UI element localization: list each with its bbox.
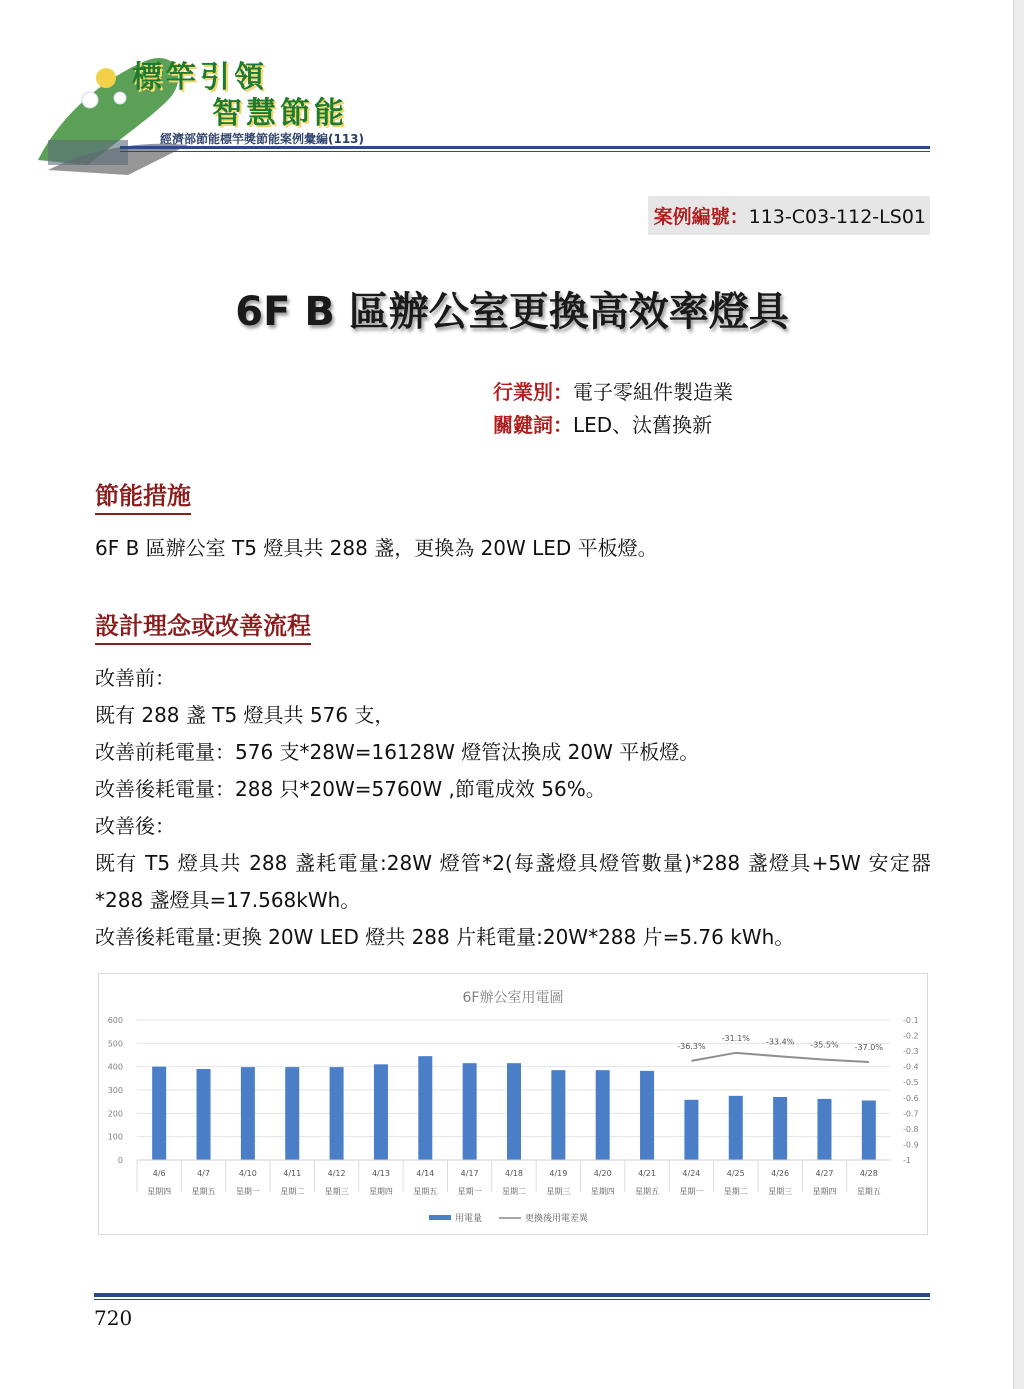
- x-tick-label: 4/19: [549, 1169, 568, 1178]
- bar: [596, 1070, 610, 1160]
- y2-tick-label: -1: [903, 1156, 911, 1165]
- y2-tick-label: -0.1: [903, 1016, 919, 1025]
- case-number-value: 113-C03-112-LS01: [748, 206, 926, 228]
- bar: [374, 1064, 388, 1160]
- x-tick-label: 4/20: [593, 1169, 612, 1178]
- x-tick-label: 4/10: [238, 1169, 257, 1178]
- section-heading-measures: 節能措施: [95, 476, 191, 515]
- x-tick-label: 4/17: [460, 1169, 479, 1178]
- bar: [817, 1099, 831, 1160]
- bar: [640, 1071, 654, 1160]
- x-weekday-label: 星期二: [723, 1187, 748, 1196]
- x-tick-label: 4/21: [638, 1169, 657, 1178]
- keywords-row: [493, 409, 712, 438]
- x-weekday-label: 星期二: [502, 1187, 526, 1196]
- x-weekday-label: 星期三: [324, 1187, 349, 1196]
- bar: [862, 1101, 876, 1161]
- difference-label: -36.3%: [677, 1041, 706, 1051]
- header-subtitle: 經濟部節能標竿獎節能案例彙編(113): [160, 132, 365, 146]
- legend-label-usage: 用電量: [455, 1214, 483, 1224]
- x-weekday-label: 星期四: [147, 1187, 172, 1196]
- y2-tick-label: -0.6: [903, 1093, 919, 1103]
- y2-tick-label: -0.3: [903, 1047, 919, 1057]
- x-tick-label: 4/25: [726, 1169, 745, 1178]
- design-line: 改善後：: [95, 814, 175, 838]
- difference-label: -33.4%: [765, 1037, 795, 1047]
- bar: [285, 1067, 299, 1160]
- x-weekday-label: 星期二: [280, 1187, 305, 1196]
- footer-rule-thin: [94, 1299, 930, 1300]
- bar: [330, 1067, 344, 1160]
- x-weekday-label: 星期五: [413, 1187, 438, 1196]
- design-paragraph: [95, 660, 931, 956]
- x-tick-label: 4/27: [815, 1169, 834, 1178]
- header-rule-thin: [120, 151, 930, 152]
- difference-label: -35.5%: [810, 1040, 839, 1050]
- x-tick-label: 4/11: [283, 1169, 302, 1178]
- chart-title: 6F辦公室用電圖: [462, 990, 564, 1006]
- bar: [418, 1056, 432, 1160]
- bar: [152, 1067, 166, 1160]
- y2-tick-label: -0.5: [903, 1078, 919, 1088]
- y-tick-label: 300: [107, 1086, 123, 1095]
- design-line: 改善後耗電量:更換 20W LED 燈共 288 片耗電量:20W*288 片=5.76 kWh。: [95, 925, 795, 949]
- difference-label: -31.1%: [721, 1033, 750, 1043]
- case-number: [648, 196, 930, 235]
- y-tick-label: 100: [107, 1132, 123, 1142]
- x-weekday-label: 星期四: [812, 1187, 837, 1196]
- x-weekday-label: 星期四: [368, 1187, 393, 1196]
- section-heading-design: 設計理念或改善流程: [95, 606, 311, 645]
- bar: [551, 1070, 565, 1160]
- x-tick-label: 4/26: [771, 1169, 790, 1178]
- y-tick-label: 500: [107, 1039, 123, 1049]
- y2-tick-label: -0.7: [903, 1109, 919, 1119]
- bar: [729, 1096, 743, 1160]
- bar: [684, 1100, 698, 1160]
- x-tick-label: 4/28: [859, 1169, 878, 1178]
- y-tick-label: 200: [107, 1109, 123, 1119]
- x-tick-label: 4/7: [197, 1169, 210, 1178]
- y2-tick-label: -0.2: [903, 1031, 919, 1041]
- x-tick-label: 4/24: [682, 1169, 701, 1178]
- x-weekday-label: 星期一: [457, 1187, 482, 1196]
- page-number: 720: [94, 1306, 133, 1330]
- page-title: 6F B 區辦公室更換高效率燈具: [235, 289, 789, 335]
- difference-line: [691, 1053, 868, 1062]
- x-weekday-label: 星期三: [768, 1187, 793, 1196]
- y-tick-label: 600: [107, 1016, 123, 1025]
- design-line: 改善前耗電量：576 支*28W=16128W 燈管汰換成 20W 平板燈。: [95, 740, 700, 764]
- y-tick-label: 0: [117, 1156, 123, 1165]
- industry-row: [493, 376, 733, 405]
- header-rule: [120, 146, 930, 149]
- x-weekday-label: 星期四: [590, 1187, 615, 1196]
- bar: [773, 1097, 787, 1160]
- design-line: 既有 288 盞 T5 燈具共 576 支，: [95, 703, 395, 727]
- chart-canvas: [99, 974, 927, 1234]
- x-weekday-label: 星期五: [856, 1187, 881, 1196]
- x-weekday-label: 星期一: [679, 1187, 704, 1196]
- x-tick-label: 4/6: [152, 1169, 166, 1178]
- x-weekday-label: 星期五: [191, 1187, 216, 1196]
- bar: [507, 1063, 521, 1160]
- industry-label: 行業別：: [493, 380, 573, 404]
- design-line: 改善前：: [95, 666, 175, 690]
- x-tick-label: 4/13: [371, 1169, 390, 1178]
- legend-label-difference: 更換後用電差異: [525, 1214, 589, 1224]
- logo-text-line2: 智慧節能: [212, 96, 348, 131]
- footer-rule: [94, 1293, 930, 1297]
- power-usage-chart: [98, 973, 928, 1235]
- legend-swatch-usage: [429, 1215, 451, 1220]
- industry-value: 電子零組件製造業: [573, 380, 733, 404]
- y2-tick-label: -0.4: [903, 1062, 919, 1072]
- design-line: 改善後耗電量：288 只*20W=5760W ,節電成效 56%。: [95, 777, 606, 801]
- bar: [463, 1063, 477, 1160]
- x-weekday-label: 星期五: [635, 1187, 660, 1196]
- keywords-label: 關鍵詞：: [493, 413, 573, 437]
- x-tick-label: 4/12: [327, 1169, 346, 1178]
- bar: [197, 1069, 211, 1160]
- logo-text-line1: 標竿引領: [132, 60, 268, 95]
- x-tick-label: 4/14: [416, 1169, 435, 1178]
- keywords-value: LED、汰舊換新: [573, 413, 713, 437]
- measures-text: 6F B 區辦公室 T5 燈具共 288 盞，更換為 20W LED 平板燈。: [95, 536, 658, 560]
- case-number-label: 案例編號：: [653, 206, 749, 228]
- y2-tick-label: -0.9: [903, 1140, 919, 1150]
- difference-label: -37.0%: [854, 1043, 883, 1052]
- x-tick-label: 4/18: [505, 1169, 523, 1178]
- page-edge: [1013, 0, 1024, 1389]
- y2-tick-label: -0.8: [903, 1124, 919, 1134]
- x-weekday-label: 星期三: [546, 1187, 571, 1196]
- x-weekday-label: 星期一: [235, 1187, 260, 1196]
- design-line: 既有 T5 燈具共 288 盞耗電量:28W 燈管*2(每盞燈具燈管數量)*288 盞燈具+5W 安定器*288 盞燈具=17.568kWh。: [95, 851, 931, 912]
- y-tick-label: 400: [107, 1062, 123, 1072]
- bar: [241, 1067, 255, 1160]
